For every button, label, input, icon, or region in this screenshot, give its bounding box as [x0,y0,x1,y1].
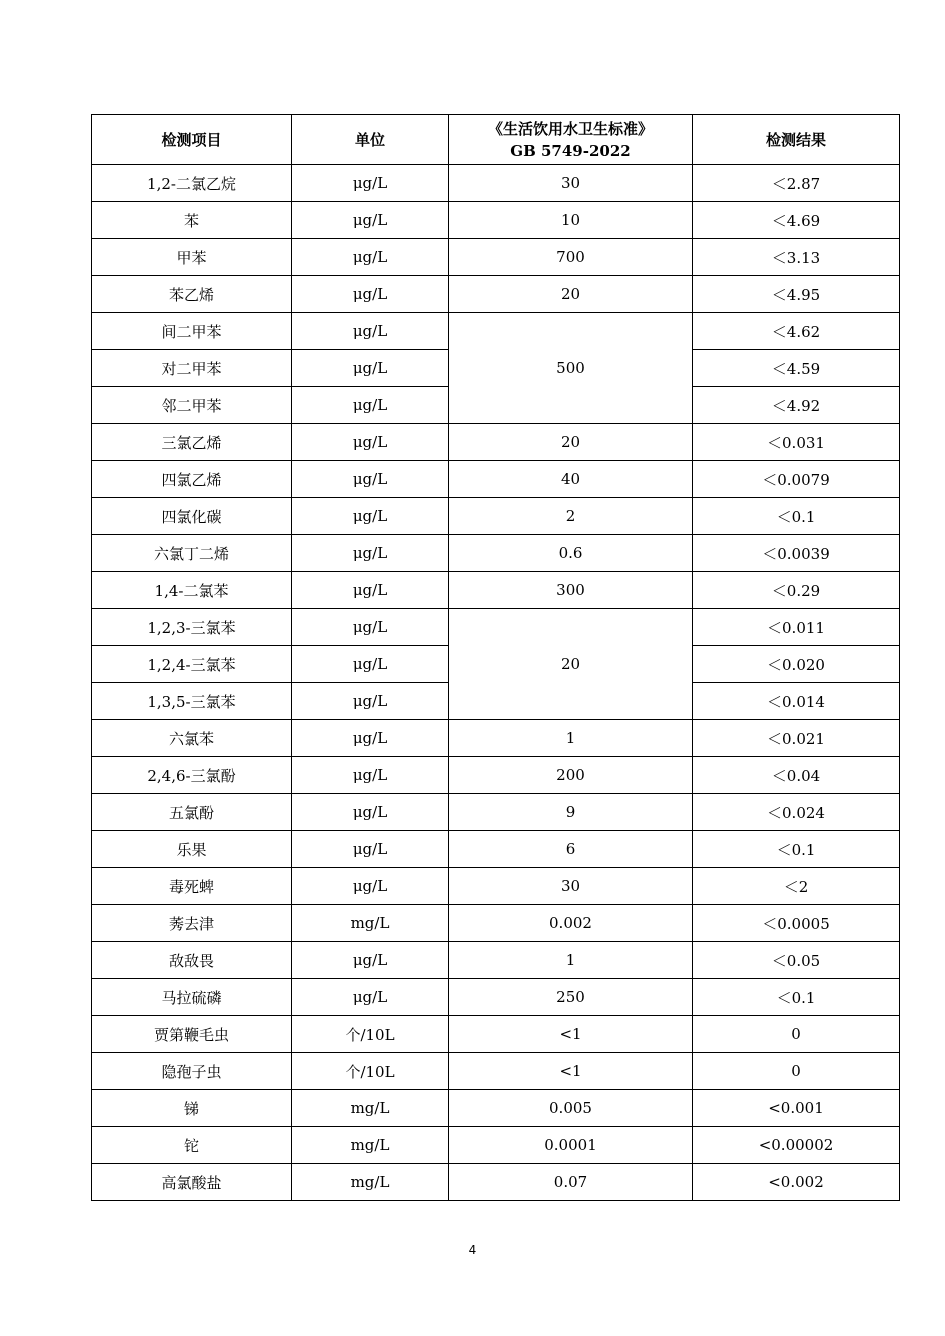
cell-unit: 个/10L [292,1053,449,1090]
cell-standard: 200 [449,757,693,794]
cell-result: ＜0.014 [693,683,900,720]
cell-item: 贾第鞭毛虫 [92,1016,292,1053]
cell-item: 铊 [92,1127,292,1164]
cell-item: 锑 [92,1090,292,1127]
cell-unit: μg/L [292,979,449,1016]
cell-result: ＜0.020 [693,646,900,683]
table-row [92,313,900,350]
cell-unit: μg/L [292,165,449,202]
header-standard [449,115,693,165]
cell-standard: 30 [449,165,693,202]
cell-result: 0 [693,1016,900,1053]
cell-unit: mg/L [292,1127,449,1164]
cell-unit: mg/L [292,1164,449,1201]
table-row [92,979,900,1016]
cell-result: <0.001 [693,1090,900,1127]
cell-standard: 0.6 [449,535,693,572]
cell-item: 乐果 [92,831,292,868]
cell-item: 邻二甲苯 [92,387,292,424]
cell-standard-merged: 500 [449,313,693,424]
header-standard-code: GB 5749-2022 [510,141,631,160]
table-row [92,609,900,646]
cell-standard: 40 [449,461,693,498]
cell-unit: 个/10L [292,1016,449,1053]
header-standard-title: 《生活饮用水卫生标准》 [487,119,653,138]
cell-item: 三氯乙烯 [92,424,292,461]
table-row [92,1090,900,1127]
cell-result: ＜0.0005 [693,905,900,942]
cell-unit: mg/L [292,1090,449,1127]
cell-standard: 2 [449,498,693,535]
table-row [92,535,900,572]
table-row [92,239,900,276]
table-row [92,424,900,461]
cell-item: 2,4,6-三氯酚 [92,757,292,794]
cell-standard: <1 [449,1016,693,1053]
cell-standard: 700 [449,239,693,276]
cell-unit: μg/L [292,276,449,313]
page-number: 4 [468,1243,477,1257]
cell-result: ＜2 [693,868,900,905]
cell-standard: 250 [449,979,693,1016]
cell-result: ＜4.62 [693,313,900,350]
cell-result: 0 [693,1053,900,1090]
table-row [92,868,900,905]
cell-standard: 1 [449,942,693,979]
table-row [92,498,900,535]
cell-unit: μg/L [292,831,449,868]
cell-unit: μg/L [292,202,449,239]
cell-result: <0.00002 [693,1127,900,1164]
cell-result: ＜0.05 [693,942,900,979]
cell-standard: 6 [449,831,693,868]
table-row [92,461,900,498]
table-row [92,794,900,831]
cell-unit: μg/L [292,942,449,979]
cell-result: ＜0.0079 [693,461,900,498]
cell-unit: μg/L [292,757,449,794]
table-row [92,165,900,202]
table-row [92,1127,900,1164]
cell-result: ＜0.29 [693,572,900,609]
table-row [92,942,900,979]
cell-unit: μg/L [292,868,449,905]
cell-standard: 30 [449,868,693,905]
table-row [92,1164,900,1201]
cell-item: 敌敌畏 [92,942,292,979]
cell-item: 1,2,3-三氯苯 [92,609,292,646]
table-row [92,757,900,794]
cell-standard: 300 [449,572,693,609]
cell-unit: μg/L [292,461,449,498]
cell-item: 1,2,4-三氯苯 [92,646,292,683]
table-row [92,831,900,868]
header-item: 检测项目 [92,115,292,165]
cell-item: 莠去津 [92,905,292,942]
cell-result: ＜4.95 [693,276,900,313]
cell-item: 隐孢子虫 [92,1053,292,1090]
cell-item: 马拉硫磷 [92,979,292,1016]
table-row [92,1053,900,1090]
cell-unit: μg/L [292,720,449,757]
cell-unit: μg/L [292,498,449,535]
cell-result: ＜0.1 [693,498,900,535]
cell-result: ＜0.0039 [693,535,900,572]
cell-unit: μg/L [292,535,449,572]
cell-unit: μg/L [292,609,449,646]
cell-unit: μg/L [292,387,449,424]
cell-item: 四氯乙烯 [92,461,292,498]
cell-item: 对二甲苯 [92,350,292,387]
table-row [92,276,900,313]
cell-result: ＜0.021 [693,720,900,757]
cell-standard-merged: 20 [449,609,693,720]
cell-item: 毒死蜱 [92,868,292,905]
cell-result: ＜2.87 [693,165,900,202]
cell-item: 间二甲苯 [92,313,292,350]
cell-item: 1,4-二氯苯 [92,572,292,609]
cell-result: ＜0.04 [693,757,900,794]
cell-unit: μg/L [292,572,449,609]
cell-standard: 0.002 [449,905,693,942]
cell-unit: μg/L [292,239,449,276]
cell-item: 六氯苯 [92,720,292,757]
cell-item: 1,3,5-三氯苯 [92,683,292,720]
cell-standard: 10 [449,202,693,239]
cell-standard: 0.07 [449,1164,693,1201]
cell-item: 苯乙烯 [92,276,292,313]
cell-result: ＜4.59 [693,350,900,387]
cell-unit: μg/L [292,350,449,387]
cell-unit: mg/L [292,905,449,942]
cell-result: ＜0.011 [693,609,900,646]
header-result: 检测结果 [693,115,900,165]
cell-item: 甲苯 [92,239,292,276]
cell-item: 高氯酸盐 [92,1164,292,1201]
cell-unit: μg/L [292,683,449,720]
cell-standard: 1 [449,720,693,757]
table-row [92,905,900,942]
cell-result: ＜3.13 [693,239,900,276]
cell-item: 六氯丁二烯 [92,535,292,572]
cell-unit: μg/L [292,794,449,831]
cell-result: ＜0.024 [693,794,900,831]
test-results-table [91,114,900,1201]
cell-result: ＜4.69 [693,202,900,239]
cell-unit: μg/L [292,313,449,350]
cell-result: ＜0.1 [693,979,900,1016]
cell-item: 苯 [92,202,292,239]
table-row [92,1016,900,1053]
cell-result: <0.002 [693,1164,900,1201]
cell-item: 四氯化碳 [92,498,292,535]
cell-unit: μg/L [292,424,449,461]
cell-standard: 9 [449,794,693,831]
cell-result: ＜4.92 [693,387,900,424]
cell-standard: 0.005 [449,1090,693,1127]
table-header-row [92,115,900,165]
cell-standard: 0.0001 [449,1127,693,1164]
cell-standard: 20 [449,424,693,461]
cell-result: ＜0.031 [693,424,900,461]
table-row [92,720,900,757]
cell-unit: μg/L [292,646,449,683]
table-row [92,572,900,609]
cell-item: 五氯酚 [92,794,292,831]
header-unit: 单位 [292,115,449,165]
table-row [92,202,900,239]
cell-result: ＜0.1 [693,831,900,868]
cell-standard: 20 [449,276,693,313]
cell-item: 1,2-二氯乙烷 [92,165,292,202]
cell-standard: <1 [449,1053,693,1090]
